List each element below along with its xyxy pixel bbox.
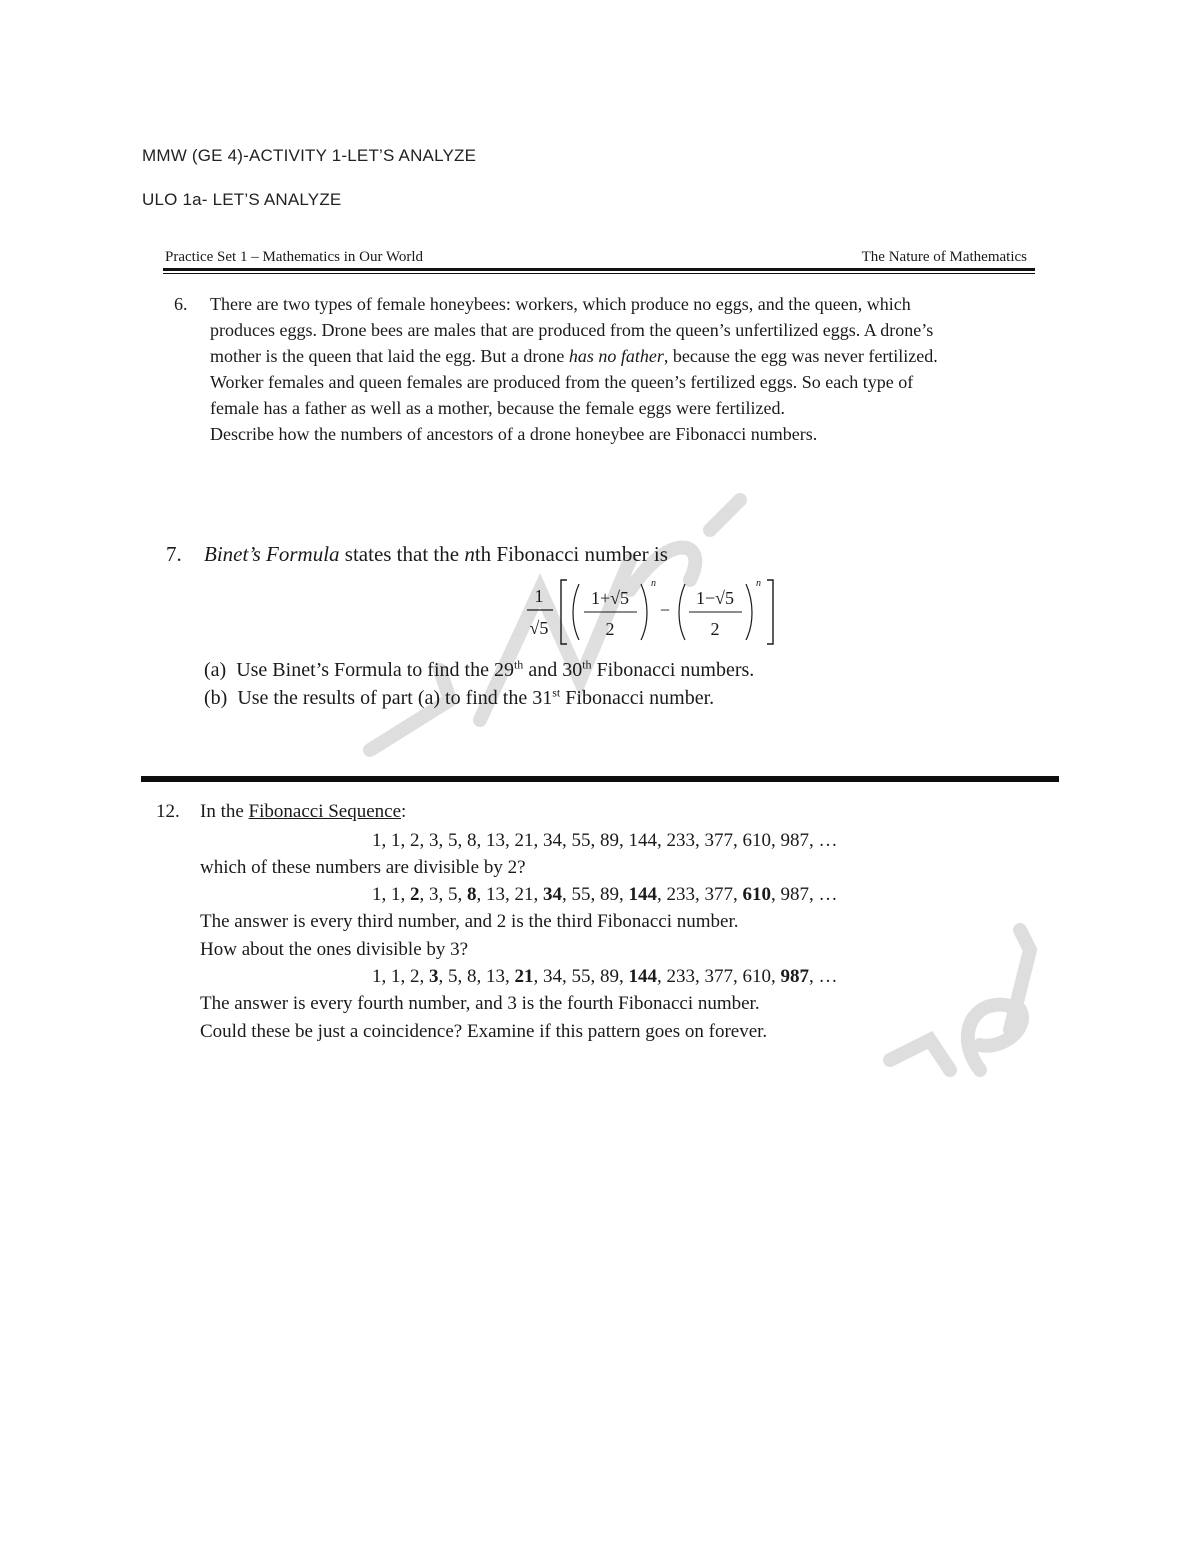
formula-right-bracket <box>767 580 773 644</box>
fibonacci-sequence-term: Fibonacci Sequence <box>248 801 402 822</box>
q6-line: Describe how the numbers of ancestors of a drone honeybee are Fibonacci numbers. <box>210 424 818 444</box>
question-divisible-by-3: How about the ones divisible by 3? <box>200 939 469 960</box>
document-title: MMW (GE 4)-ACTIVITY 1-LET’S ANALYZE <box>142 146 477 165</box>
question-7a: (a) Use Binet’s Formula to find the 29th and 30th Fibonacci numbers. <box>204 657 755 681</box>
q6-line: Worker females and queen females are produced from the queen’s fertilized eggs. So each type of <box>210 372 914 392</box>
watermark-stroke <box>710 500 740 530</box>
formula-paren <box>641 584 647 640</box>
fibonacci-sequence-plain: 1, 1, 2, 3, 5, 8, 13, 21, 34, 55, 89, 144, 233, 377, 610, 987, … <box>372 830 838 851</box>
q6-emphasis: has no father <box>568 346 664 366</box>
fibonacci-sequence-div2: 1, 1, 2, 3, 5, 8, 13, 21, 34, 55, 89, 144, 233, 377, 610, 987, … <box>372 884 838 905</box>
chapter-label: The Nature of Mathematics <box>861 249 1027 265</box>
formula-exp: n <box>651 578 656 589</box>
formula-sqrt5: √5 <box>529 618 549 638</box>
formula-num-minus: 1−√5 <box>695 588 735 608</box>
question-12-intro: In the Fibonacci Sequence: <box>200 801 407 822</box>
formula-exp: n <box>756 578 761 589</box>
q6-line: produces eggs. Drone bees are males that are produced from the queen’s unfertilized eggs. A drone’s <box>210 320 934 340</box>
practice-set-label: Practice Set 1 – Mathematics in Our World <box>165 249 424 265</box>
question-7-statement: Binet’s Formula states that the nth Fibonacci number is <box>204 542 668 566</box>
watermark-stroke <box>1010 930 1030 1030</box>
closing-question: Could these be just a coincidence? Examine if this pattern goes on forever. <box>200 1021 768 1042</box>
watermark-stroke <box>968 1005 1022 1070</box>
question-7b: (b) Use the results of part (a) to find the 31st Fibonacci number. <box>204 685 715 709</box>
formula-one: 1 <box>534 586 544 606</box>
formula-den: 2 <box>605 619 615 639</box>
question-6-number: 6. <box>174 294 188 314</box>
formula-paren <box>679 584 685 640</box>
q6-line: There are two types of female honeybees: workers, which produce no eggs, and the queen, which <box>210 294 911 314</box>
question-7-number: 7. <box>166 542 182 566</box>
question-12-number: 12. <box>156 801 180 822</box>
header-rule <box>163 268 1035 271</box>
fibonacci-sequence-div3: 1, 1, 2, 3, 5, 8, 13, 21, 34, 55, 89, 144, 233, 377, 610, 987, … <box>372 966 838 987</box>
question-divisible-by-2: which of these numbers are divisible by 2? <box>200 857 526 878</box>
binet-formula-name: Binet’s Formula <box>204 542 340 566</box>
q6-line: female has a father as well as a mother, because the female eggs were fertilized. <box>210 398 785 418</box>
formula-num-plus: 1+√5 <box>590 588 630 608</box>
question-6-text <box>210 291 1025 447</box>
q6-line: mother is the queen that laid the egg. But a drone has no father, because the egg was never fertilized. <box>210 346 938 366</box>
formula-left-bracket <box>561 580 567 644</box>
header-rule-thin <box>163 273 1035 274</box>
watermark-stroke <box>890 1040 950 1070</box>
formula-paren <box>573 584 579 640</box>
answer-divisible-by-3: The answer is every fourth number, and 3 is the fourth Fibonacci number. <box>200 993 760 1014</box>
formula-minus: − <box>659 600 671 620</box>
binet-formula <box>527 572 777 652</box>
section-divider <box>141 776 1059 782</box>
formula-den: 2 <box>710 619 720 639</box>
answer-divisible-by-2: The answer is every third number, and 2 is the third Fibonacci number. <box>200 911 739 932</box>
formula-paren <box>746 584 752 640</box>
watermark-stroke <box>370 670 450 750</box>
document-subtitle: ULO 1a- LET’S ANALYZE <box>142 190 342 209</box>
